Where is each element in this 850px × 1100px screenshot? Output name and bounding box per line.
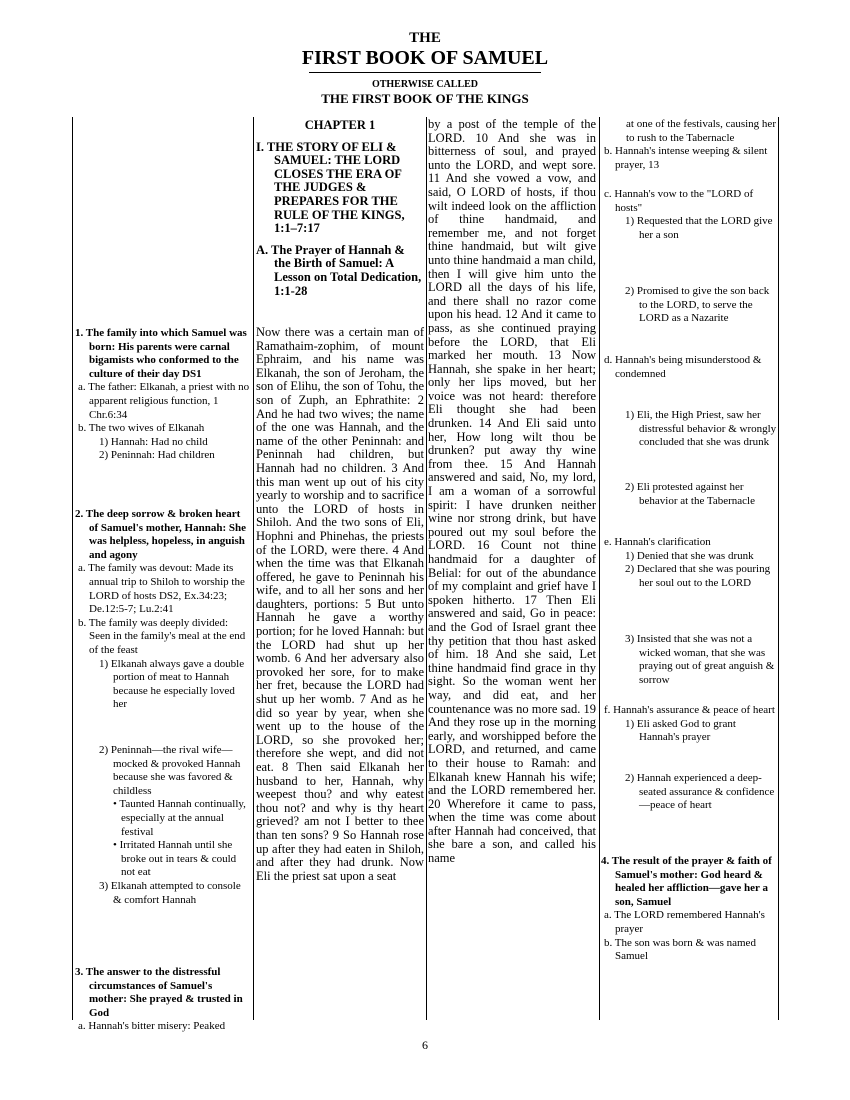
outline-subpoint: 1) Eli asked God to grant Hannah's prayer	[625, 717, 736, 744]
outline-main-point: 2. The deep sorrow & broken heart of Samuel's mother, Hannah: She was helpless, hopeless, in anguish and agony	[75, 508, 246, 561]
page-header	[0, 30, 850, 107]
outline-point-e3	[601, 633, 779, 687]
outline-subpoint: 3) Elkanah attempted to console & comfort Hannah	[99, 879, 241, 906]
header-the: THE	[409, 30, 441, 46]
outline-subpoint: 2) Hannah experienced a deep-seated assurance & confidence—peace of heart	[625, 772, 775, 812]
four-column-layout	[72, 117, 779, 1033]
outline-point-d2	[601, 481, 779, 508]
title-rule	[309, 72, 541, 73]
section-heading-i: I. THE STORY OF ELI & SAMUEL: THE LORD CLOSES THE ERA OF THE JUDGES & PREPARES FOR THE RULE OF THE KINGS, 1:1–7:17	[256, 139, 405, 236]
outline-point-f2	[601, 772, 779, 813]
chapter-heading-block	[256, 119, 424, 298]
outline-bullet: • Irritated Hannah until she broke out in tears & could not eat	[113, 839, 237, 879]
outline-subpoint: 3) Insisted that she was not a wicked woman, that she was praying out of great anguish & sorrow	[625, 633, 775, 686]
outline-point-f	[601, 704, 779, 745]
outline-point-c2	[601, 285, 779, 326]
outline-subpoint: b. The two wives of Elkanah	[78, 422, 205, 435]
scripture-column-1	[256, 117, 424, 1020]
outline-section-2b2	[75, 744, 251, 907]
outline-subpoint: 1) Eli, the High Priest, saw her distressful behavior & wrongly concluded that she was drunk	[625, 409, 777, 449]
outline-subpoint: a. The family was devout: Made its annual trip to Shiloh to worship the LORD of hosts DS2, Ex.34:23; De.12:5-7; Lu.2:41	[78, 562, 245, 616]
column-rule	[426, 117, 427, 1020]
outline-subpoint: f. Hannah's assurance & peace of heart	[604, 704, 775, 716]
outline-subpoint: 2) Declared that she was pouring her soul out to the LORD	[625, 563, 771, 589]
outline-bullet: • Taunted Hannah continually, especially at the annual festival	[113, 798, 246, 838]
outline-section-3	[75, 966, 251, 1034]
outline-subpoint: a. The father: Elkanah, a priest with no apparent religious function, 1 Chr.6:34	[78, 381, 250, 421]
outline-subpoint: b. Hannah's intense weeping & silent prayer, 13	[604, 145, 768, 171]
section-heading-a: A. The Prayer of Hannah & the Birth of Samuel: A Lesson on Total Dedication, 1:1-28	[256, 242, 422, 298]
right-outline-column	[601, 117, 779, 1020]
outline-subpoint: e. Hannah's clarification	[604, 536, 711, 548]
outline-subpoint: 1) Requested that the LORD give her a son	[625, 215, 773, 241]
outline-subpoint: 1) Hannah: Had no child	[99, 435, 208, 448]
outline-main-point: 4. The result of the prayer & faith of Samuel's mother: God heard & healed her affliction—gave her a son, Samuel	[601, 855, 772, 908]
outline-section-4	[601, 855, 779, 964]
scripture-column-2	[428, 117, 596, 1020]
outline-subpoint: b. The family was deeply divided: Seen in the family's meal at the end of the feast	[78, 616, 246, 656]
outline-subpoint: d. Hannah's being misunderstood & condemned	[604, 354, 762, 380]
outline-subpoint: a. Hannah's bitter misery: Peaked	[78, 1020, 226, 1033]
column-rule	[599, 117, 600, 1020]
outline-subpoint: c. Hannah's vow to the "LORD of hosts"	[604, 188, 754, 214]
chapter-label: CHAPTER 1	[304, 118, 376, 132]
left-outline-column	[75, 117, 251, 1033]
column-rule	[72, 117, 73, 1020]
outline-point-d1	[601, 409, 779, 450]
page-number: 6	[422, 1038, 428, 1052]
scripture-text: Now there was a certain man of Ramathaim-zophim, of mount Ephraim, and his name was Elkanah, the son of Jeroham, the son of Elihu, the son of Tohu, the son of Zuph, an Ephrathite: 2 And he had two wives; the name of the one was Hannah, and the name of the other Peninnah: and Peninnah had children, but Hannah had no children. 3 And this man went up out of his city yearly to worship and to sacrifice unto the LORD of hosts in Shiloh. And the two sons of Eli, Hophni and Phinehas, the priests of the LORD, were there. 4 And when the time was that Elkanah offered, he gave to Peninnah his wife, and to all her sons and her daughters, portions: 5 But unto Hannah he gave a worthy portion; for he loved Hannah: but the LORD had shut up her womb. 6 And her adversary also provoked her sore, for to make her fret, because the LORD had shut up her womb. 7 And as he did so year by year, when she went up to the house of the LORD, so she provoked her; therefore she wept, and did not eat. 8 Then said Elkanah her husband to her, Hannah, why weepest thou? and why eatest thou not? and why is thy heart grieved? am not I better to thee than ten sons? 9 So Hannah rose up after they had eaten in Shiloh, and after they had drunk. Now Eli the priest sat upon a seat	[256, 325, 424, 883]
alternate-title: THE FIRST BOOK OF THE KINGS	[321, 91, 529, 106]
outline-subpoint: 2) Promised to give the son back to the LORD, to serve the LORD as a Nazarite	[625, 285, 770, 325]
outline-main-point: 1. The family into which Samuel was born: His parents were carnal bigamists who conformed to the culture of their day DS1	[75, 327, 247, 380]
outline-subpoint: b. The son was born & was named Samuel	[604, 936, 756, 963]
outline-continuation	[601, 118, 779, 172]
outline-section-2	[75, 508, 251, 712]
outline-subpoint: 2) Peninnah—the rival wife—mocked & provoked Hannah because she was favored & childless	[99, 744, 241, 797]
outline-subpoint: 2) Eli protested against her behavior at the Tabernacle	[625, 481, 755, 507]
outline-section-1	[75, 327, 251, 463]
scripture-text: by a post of the temple of the LORD. 10 And she was in bitterness of soul, and prayed unto the LORD, and wept sore. 11 And she vowed a vow, and said, O LORD of hosts, if thou wilt indeed look on the affliction of thine handmaid, and remember me, and not forget thine handmaid, but wilt give unto thine handmaid a man child, then I will give him unto the LORD all the days of his life, and there shall no razor come upon his head. 12 And it came to pass, as she continued praying before the LORD, that Eli marked her mouth. 13 Now Hannah, she spake in her heart; only her lips moved, but her voice was not heard: therefore Eli thought she had been drunken. 14 And Eli said unto her, How long wilt thou be drunken? put away thy wine from thee. 15 And Hannah answered and said, No, my lord, I am a woman of a sorrowful spirit: I have drunken neither wine nor strong drink, but have poured out my soul before the LORD. 16 Count not thine handmaid for a daughter of Belial: for out of the abundance of my complaint and grief have I spoken hitherto. 17 Then Eli answered and said, Go in peace: and the God of Israel grant thee thy petition that thou hast asked of him. 18 And she said, Let thine handmaid find grace in thy sight. So the woman went her way, and did eat, and her countenance was no more sad. 19 And they rose up in the morning early, and worshipped before the LORD, and returned, and came to their house to Ramah: and Elkanah knew Hannah his wife; and the LORD remembered her. 20 Wherefore it came to pass, when the time was come about after Hannah had conceived, that she bare a son, and called his name	[428, 117, 596, 866]
outline-subpoint: 2) Peninnah: Had children	[99, 449, 215, 462]
outline-text: at one of the festivals, causing her to rush to the Tabernacle	[626, 118, 776, 144]
outline-main-point: 3. The answer to the distressful circumstances of Samuel's mother: She prayed & trusted in God	[75, 966, 243, 1019]
book-title: FIRST BOOK OF SAMUEL	[301, 47, 549, 69]
outline-point-e	[601, 536, 779, 590]
column-rule	[253, 117, 254, 1020]
otherwise-called: OTHERWISE CALLED	[371, 79, 479, 90]
outline-subpoint: 1) Elkanah always gave a double portion of meat to Hannah because he especially loved her	[99, 657, 245, 711]
outline-point-d	[601, 354, 779, 381]
outline-subpoint: a. The LORD remembered Hannah's prayer	[604, 909, 765, 935]
outline-subpoint: 1) Denied that she was drunk	[625, 549, 754, 562]
outline-point-c	[601, 188, 779, 242]
